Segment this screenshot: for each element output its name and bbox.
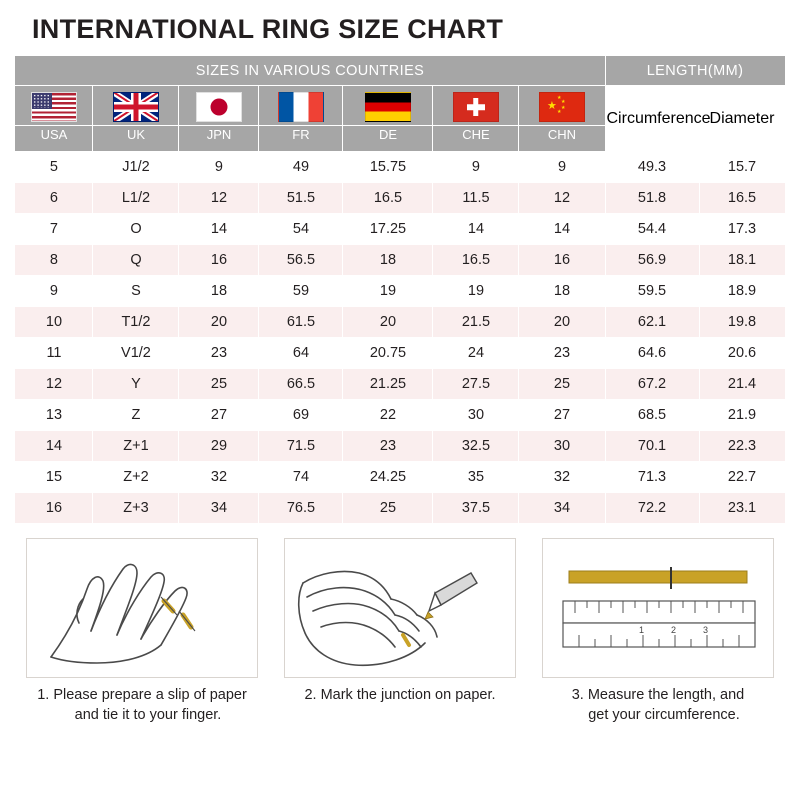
header-fr: FR — [259, 126, 343, 152]
header-countries-group: SIZES IN VARIOUS COUNTRIES — [15, 56, 605, 86]
cell-de: 21.25 — [343, 369, 433, 400]
cell-diameter: 16.5 — [699, 183, 785, 214]
cell-chn: 18 — [519, 276, 605, 307]
cell-chn: 30 — [519, 431, 605, 462]
table-row — [15, 183, 785, 214]
cell-jpn: 29 — [179, 431, 259, 462]
header-diameter: Diameter — [699, 86, 785, 152]
cell-diameter: 19.8 — [699, 307, 785, 338]
cell-fr: 69 — [259, 400, 343, 431]
svg-text:1: 1 — [639, 625, 645, 635]
step-1-caption — [26, 686, 258, 725]
cell-chn: 25 — [519, 369, 605, 400]
cell-uk: Y — [93, 369, 179, 400]
cell-fr: 76.5 — [259, 493, 343, 524]
cell-fr: 74 — [259, 462, 343, 493]
step-3-line2: get your circumference. — [588, 706, 740, 723]
cell-diameter: 21.4 — [699, 369, 785, 400]
table-row — [15, 214, 785, 245]
table-group-header-row — [15, 56, 785, 86]
cell-de: 24.25 — [343, 462, 433, 493]
cell-chn: 20 — [519, 307, 605, 338]
page-title: INTERNATIONAL RING SIZE CHART — [32, 14, 504, 44]
cell-de: 17.25 — [343, 214, 433, 245]
svg-text:3: 3 — [703, 625, 709, 635]
cell-de: 22 — [343, 400, 433, 431]
cell-diameter: 18.9 — [699, 276, 785, 307]
header-usa: USA — [15, 126, 93, 152]
cell-fr: 64 — [259, 338, 343, 369]
china-flag-icon: ★ ★ ★ ★ ★ — [539, 92, 585, 122]
table-flag-row — [15, 86, 785, 126]
cell-circumference: 72.2 — [605, 493, 699, 524]
cell-fr: 51.5 — [259, 183, 343, 214]
table-row — [15, 152, 785, 183]
cell-circumference: 54.4 — [605, 214, 699, 245]
cell-usa: 7 — [15, 214, 93, 245]
table-row — [15, 462, 785, 493]
cell-usa: 16 — [15, 493, 93, 524]
cell-che: 32.5 — [433, 431, 519, 462]
cell-uk: V1/2 — [93, 338, 179, 369]
cell-jpn: 16 — [179, 245, 259, 276]
table-row — [15, 338, 785, 369]
cell-che: 35 — [433, 462, 519, 493]
cell-jpn: 32 — [179, 462, 259, 493]
ring-size-table — [14, 55, 785, 524]
cell-chn: 16 — [519, 245, 605, 276]
cell-che: 37.5 — [433, 493, 519, 524]
flag-cell-usa — [15, 86, 93, 126]
table-row — [15, 431, 785, 462]
header-circumference: Circumference — [605, 86, 699, 152]
cell-chn: 14 — [519, 214, 605, 245]
uk-flag-icon — [113, 92, 159, 122]
header-che: CHE — [433, 126, 519, 152]
svg-text:2: 2 — [671, 625, 677, 635]
cell-de: 18 — [343, 245, 433, 276]
cell-uk: Z — [93, 400, 179, 431]
cell-de: 15.75 — [343, 152, 433, 183]
cell-uk: Z+3 — [93, 493, 179, 524]
cell-circumference: 71.3 — [605, 462, 699, 493]
ruler-measuring-strip-icon — [542, 538, 774, 678]
cell-de: 20.75 — [343, 338, 433, 369]
cell-circumference: 64.6 — [605, 338, 699, 369]
table-row — [15, 400, 785, 431]
cell-circumference: 67.2 — [605, 369, 699, 400]
cell-jpn: 14 — [179, 214, 259, 245]
cell-jpn: 34 — [179, 493, 259, 524]
cell-uk: Z+2 — [93, 462, 179, 493]
table-row — [15, 245, 785, 276]
table-row — [15, 493, 785, 524]
cell-circumference: 70.1 — [605, 431, 699, 462]
cell-usa: 10 — [15, 307, 93, 338]
cell-de: 23 — [343, 431, 433, 462]
table-row — [15, 276, 785, 307]
header-length-group: LENGTH(MM) — [605, 56, 785, 86]
cell-diameter: 18.1 — [699, 245, 785, 276]
cell-jpn: 23 — [179, 338, 259, 369]
germany-flag-icon — [365, 92, 411, 122]
cell-usa: 12 — [15, 369, 93, 400]
cell-circumference: 68.5 — [605, 400, 699, 431]
cell-uk: S — [93, 276, 179, 307]
cell-uk: J1/2 — [93, 152, 179, 183]
cell-uk: L1/2 — [93, 183, 179, 214]
cell-che: 11.5 — [433, 183, 519, 214]
table-body — [15, 152, 785, 524]
header-de: DE — [343, 126, 433, 152]
cell-diameter: 23.1 — [699, 493, 785, 524]
step-3 — [542, 538, 774, 725]
cell-de: 16.5 — [343, 183, 433, 214]
flag-cell-jpn — [179, 86, 259, 126]
cell-diameter: 22.3 — [699, 431, 785, 462]
cell-de: 20 — [343, 307, 433, 338]
hand-marking-paper-icon — [284, 538, 516, 678]
cell-uk: Q — [93, 245, 179, 276]
cell-circumference: 62.1 — [605, 307, 699, 338]
cell-circumference: 59.5 — [605, 276, 699, 307]
cell-usa: 8 — [15, 245, 93, 276]
cell-chn: 12 — [519, 183, 605, 214]
japan-flag-icon — [196, 92, 242, 122]
cell-fr: 66.5 — [259, 369, 343, 400]
cell-jpn: 20 — [179, 307, 259, 338]
cell-che: 19 — [433, 276, 519, 307]
cell-uk: O — [93, 214, 179, 245]
header-uk: UK — [93, 126, 179, 152]
cell-chn: 34 — [519, 493, 605, 524]
step-1 — [26, 538, 258, 725]
cell-jpn: 12 — [179, 183, 259, 214]
cell-fr: 71.5 — [259, 431, 343, 462]
cell-circumference: 51.8 — [605, 183, 699, 214]
cell-jpn: 18 — [179, 276, 259, 307]
cell-de: 25 — [343, 493, 433, 524]
cell-jpn: 9 — [179, 152, 259, 183]
step-2-line1: 2. Mark the junction on paper. — [304, 687, 496, 703]
cell-usa: 11 — [15, 338, 93, 369]
step-3-line1: 3. Measure the length, and — [571, 687, 745, 703]
cell-che: 27.5 — [433, 369, 519, 400]
cell-usa: 15 — [15, 462, 93, 493]
cell-jpn: 27 — [179, 400, 259, 431]
cell-che: 30 — [433, 400, 519, 431]
step-2-caption — [284, 686, 516, 706]
cell-che: 21.5 — [433, 307, 519, 338]
cell-usa: 13 — [15, 400, 93, 431]
cell-diameter: 17.3 — [699, 214, 785, 245]
france-flag-icon — [278, 92, 324, 122]
cell-jpn: 25 — [179, 369, 259, 400]
cell-usa: 14 — [15, 431, 93, 462]
flag-cell-de — [343, 86, 433, 126]
cell-usa: 9 — [15, 276, 93, 307]
step-1-line2: and tie it to your finger. — [74, 706, 222, 723]
cell-chn: 27 — [519, 400, 605, 431]
header-chn: CHN — [519, 126, 605, 152]
usa-flag-icon — [31, 92, 77, 122]
cell-fr: 49 — [259, 152, 343, 183]
header-jpn: JPN — [179, 126, 259, 152]
hand-with-paper-strip-icon — [26, 538, 258, 678]
flag-cell-chn — [519, 86, 605, 126]
cell-fr: 61.5 — [259, 307, 343, 338]
cell-circumference: 56.9 — [605, 245, 699, 276]
cell-che: 16.5 — [433, 245, 519, 276]
cell-uk: Z+1 — [93, 431, 179, 462]
table-row — [15, 307, 785, 338]
cell-diameter: 15.7 — [699, 152, 785, 183]
flag-cell-fr — [259, 86, 343, 126]
switzerland-flag-icon — [453, 92, 499, 122]
cell-fr: 54 — [259, 214, 343, 245]
step-2 — [284, 538, 516, 725]
cell-diameter: 20.6 — [699, 338, 785, 369]
cell-fr: 59 — [259, 276, 343, 307]
step-1-line1: 1. Please prepare a slip of paper — [37, 687, 247, 703]
cell-diameter: 21.9 — [699, 400, 785, 431]
table-row — [15, 369, 785, 400]
cell-diameter: 22.7 — [699, 462, 785, 493]
cell-circumference: 49.3 — [605, 152, 699, 183]
cell-usa: 5 — [15, 152, 93, 183]
cell-che: 24 — [433, 338, 519, 369]
cell-che: 9 — [433, 152, 519, 183]
cell-chn: 9 — [519, 152, 605, 183]
cell-de: 19 — [343, 276, 433, 307]
cell-chn: 23 — [519, 338, 605, 369]
cell-uk: T1/2 — [93, 307, 179, 338]
step-3-caption — [542, 686, 774, 725]
instruction-steps — [0, 538, 800, 725]
flag-cell-che — [433, 86, 519, 126]
cell-usa: 6 — [15, 183, 93, 214]
cell-fr: 56.5 — [259, 245, 343, 276]
flag-cell-uk — [93, 86, 179, 126]
cell-chn: 32 — [519, 462, 605, 493]
cell-che: 14 — [433, 214, 519, 245]
